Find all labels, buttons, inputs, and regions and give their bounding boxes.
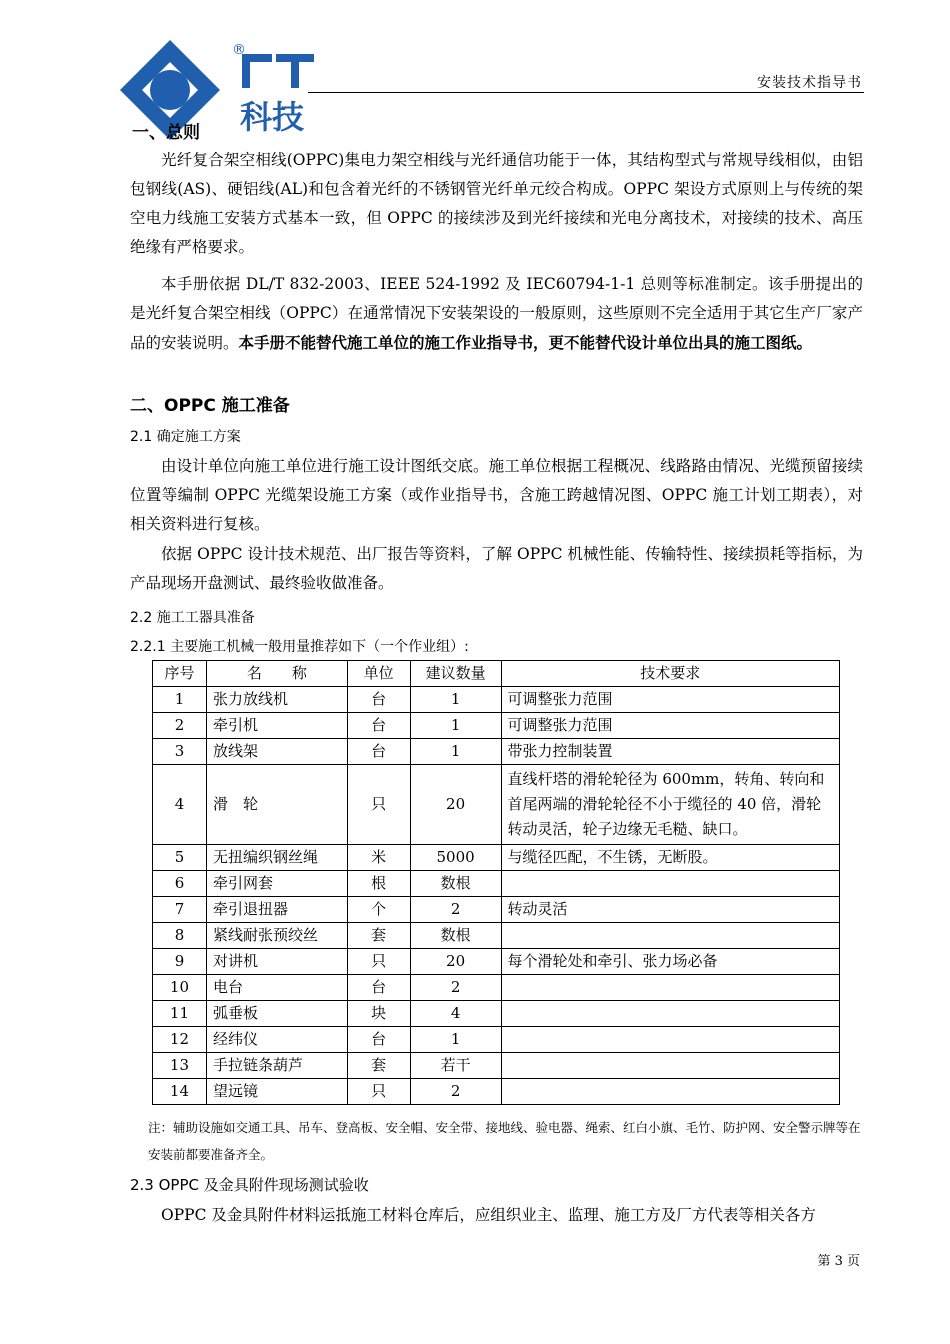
page-number: 第 3 页 <box>817 1254 860 1269</box>
header-title: 安装技术指导书 <box>757 75 862 91</box>
cell-unit: 台 <box>347 975 410 1001</box>
cell-name: 电台 <box>206 975 347 1001</box>
table-row <box>153 949 840 975</box>
subsection-2-1-paragraph-1: 由设计单位向施工单位进行施工设计图纸交底。施工单位根据工程概况、线路路由情况、光缆预留接续位置等编制 OPPC 光缆架设施工方案（或作业指导书，含施工跨越情况图、OPPC 施工计划工期表），对相关资料进行复核。 <box>130 457 863 533</box>
subsection-2-2-1-heading: 2.2.1 主要施工机械一般用量推荐如下（一个作业组）: <box>130 639 469 655</box>
cell-quantity: 2 <box>410 897 501 923</box>
cell-requirement: 可调整张力范围 <box>501 713 839 739</box>
cell-requirement <box>501 923 839 949</box>
cell-quantity: 20 <box>410 949 501 975</box>
cell-index: 9 <box>153 949 207 975</box>
table-note: 注：辅助设施如交通工具、吊车、登高板、安全帽、安全带、接地线、验电器、绳索、红白小旗、毛竹、防护网、安全警示牌等在安装前都要准备齐全。 <box>148 1120 861 1162</box>
cell-index: 1 <box>153 687 207 713</box>
col-header-quantity: 建议数量 <box>410 661 501 687</box>
table-row <box>153 975 840 1001</box>
cell-quantity: 5000 <box>410 845 501 871</box>
cell-quantity: 20 <box>410 765 501 845</box>
cell-quantity: 若干 <box>410 1053 501 1079</box>
cell-index: 12 <box>153 1027 207 1053</box>
cell-requirement: 可调整张力范围 <box>501 687 839 713</box>
cell-requirement: 每个滑轮处和牵引、张力场必备 <box>501 949 839 975</box>
cell-index: 11 <box>153 1001 207 1027</box>
table-row <box>153 687 840 713</box>
cell-name: 牵引机 <box>206 713 347 739</box>
table-row <box>153 739 840 765</box>
cell-requirement <box>501 1053 839 1079</box>
cell-index: 3 <box>153 739 207 765</box>
table-row <box>153 1027 840 1053</box>
table-row <box>153 923 840 949</box>
cell-unit: 只 <box>347 765 410 845</box>
col-header-unit: 单位 <box>347 661 410 687</box>
logo-registered-mark: ® <box>232 42 246 58</box>
cell-name: 望远镜 <box>206 1079 347 1105</box>
subsection-2-2-heading: 2.2 施工工器具准备 <box>130 610 255 626</box>
section-2-heading: 二、OPPC 施工准备 <box>130 396 290 416</box>
col-header-requirements: 技术要求 <box>501 661 839 687</box>
table-row <box>153 871 840 897</box>
cell-unit: 米 <box>347 845 410 871</box>
cell-requirement: 带张力控制装置 <box>501 739 839 765</box>
cell-name: 牵引退扭器 <box>206 897 347 923</box>
cell-requirement <box>501 1001 839 1027</box>
header-rule <box>308 92 864 93</box>
cell-name: 牵引网套 <box>206 871 347 897</box>
cell-requirement <box>501 1027 839 1053</box>
cell-index: 5 <box>153 845 207 871</box>
cell-requirement: 转动灵活 <box>501 897 839 923</box>
table-row <box>153 1079 840 1105</box>
col-header-name: 名 称 <box>206 661 347 687</box>
cell-unit: 套 <box>347 1053 410 1079</box>
table-row <box>153 765 840 845</box>
cell-index: 13 <box>153 1053 207 1079</box>
cell-unit: 个 <box>347 897 410 923</box>
cell-name: 对讲机 <box>206 949 347 975</box>
table-row <box>153 1053 840 1079</box>
section-1-paragraph-2 <box>130 270 863 358</box>
table-row <box>153 1001 840 1027</box>
cell-unit: 块 <box>347 1001 410 1027</box>
cell-quantity: 1 <box>410 687 501 713</box>
cell-index: 4 <box>153 765 207 845</box>
cell-name: 手拉链条葫芦 <box>206 1053 347 1079</box>
cell-quantity: 1 <box>410 1027 501 1053</box>
cell-index: 6 <box>153 871 207 897</box>
subsection-2-3-paragraph: OPPC 及金具附件材料运抵施工材料仓库后，应组织业主、监理、施工方及厂方代表等相关各方 <box>161 1206 816 1224</box>
cell-name: 张力放线机 <box>206 687 347 713</box>
cell-index: 2 <box>153 713 207 739</box>
logo-letters-icon <box>242 54 314 88</box>
cell-unit: 台 <box>347 713 410 739</box>
section-1-paragraph-1: 光纤复合架空相线(OPPC)集电力架空相线与光纤通信功能于一体，其结构型式与常规导线相似，由铝包钢线(AS)、硬铝线(AL)和包含着光纤的不锈钢管光纤单元绞合构成。OPPC 架设方式原则上与传统的架空电力线施工安装方式基本一致，但 OPPC 的接续涉及到光纤接续和光电分离技术，对接续的技术、高压绝缘有严格要求。 <box>130 151 863 256</box>
cell-name: 弧垂板 <box>206 1001 347 1027</box>
cell-name: 滑 轮 <box>206 765 347 845</box>
cell-quantity: 2 <box>410 1079 501 1105</box>
cell-unit: 只 <box>347 1079 410 1105</box>
cell-quantity: 1 <box>410 713 501 739</box>
cell-index: 14 <box>153 1079 207 1105</box>
subsection-2-1-paragraph-2: 依据 OPPC 设计技术规范、出厂报告等资料，了解 OPPC 机械性能、传输特性、接续损耗等指标，为产品现场开盘测试、最终验收做准备。 <box>130 545 863 592</box>
cell-unit: 台 <box>347 739 410 765</box>
table-row <box>153 713 840 739</box>
subsection-2-3-heading: 2.3 OPPC 及金具附件现场测试验收 <box>130 1176 369 1194</box>
table-row <box>153 845 840 871</box>
section-1-heading: 一、总则 <box>132 123 200 143</box>
cell-requirement <box>501 871 839 897</box>
cell-requirement <box>501 975 839 1001</box>
cell-name: 紧线耐张预绞丝 <box>206 923 347 949</box>
cell-quantity: 数根 <box>410 871 501 897</box>
cell-quantity: 2 <box>410 975 501 1001</box>
logo-text: 科技 <box>240 98 305 136</box>
cell-unit: 套 <box>347 923 410 949</box>
cell-name: 经纬仪 <box>206 1027 347 1053</box>
cell-name: 放线架 <box>206 739 347 765</box>
table-header-row <box>153 661 840 687</box>
table-row <box>153 897 840 923</box>
cell-unit: 台 <box>347 1027 410 1053</box>
cell-quantity: 4 <box>410 1001 501 1027</box>
cell-unit: 台 <box>347 687 410 713</box>
cell-requirement: 直线杆塔的滑轮轮径为 600mm，转角、转向和首尾两端的滑轮轮径不小于缆径的 40 倍，滑轮转动灵活，轮子边缘无毛糙、缺口。 <box>501 765 839 845</box>
paragraph-2-bold-text: 本手册不能替代施工单位的施工作业指导书，更不能替代设计单位出具的施工图纸。 <box>238 333 813 352</box>
cell-requirement: 与缆径匹配，不生锈，无断股。 <box>501 845 839 871</box>
subsection-2-1-heading: 2.1 确定施工方案 <box>130 429 241 445</box>
cell-index: 10 <box>153 975 207 1001</box>
cell-unit: 根 <box>347 871 410 897</box>
col-header-index: 序号 <box>153 661 207 687</box>
cell-index: 7 <box>153 897 207 923</box>
cell-requirement <box>501 1079 839 1105</box>
cell-unit: 只 <box>347 949 410 975</box>
paragraph-2-text: 本手册依据 DL/T 832-2003、IEEE 524-1992 及 IEC60794-1-1 总则等标准制定。该手册提出的是光纤复合架空相线（OPPC）在通常情况下安装架设的一般原则，这些原则不完全适用于其它生产厂家产品的安装说明。 <box>130 275 863 352</box>
cell-quantity: 1 <box>410 739 501 765</box>
cell-index: 8 <box>153 923 207 949</box>
cell-quantity: 数根 <box>410 923 501 949</box>
equipment-table <box>152 660 840 1105</box>
cell-name: 无扭编织钢丝绳 <box>206 845 347 871</box>
